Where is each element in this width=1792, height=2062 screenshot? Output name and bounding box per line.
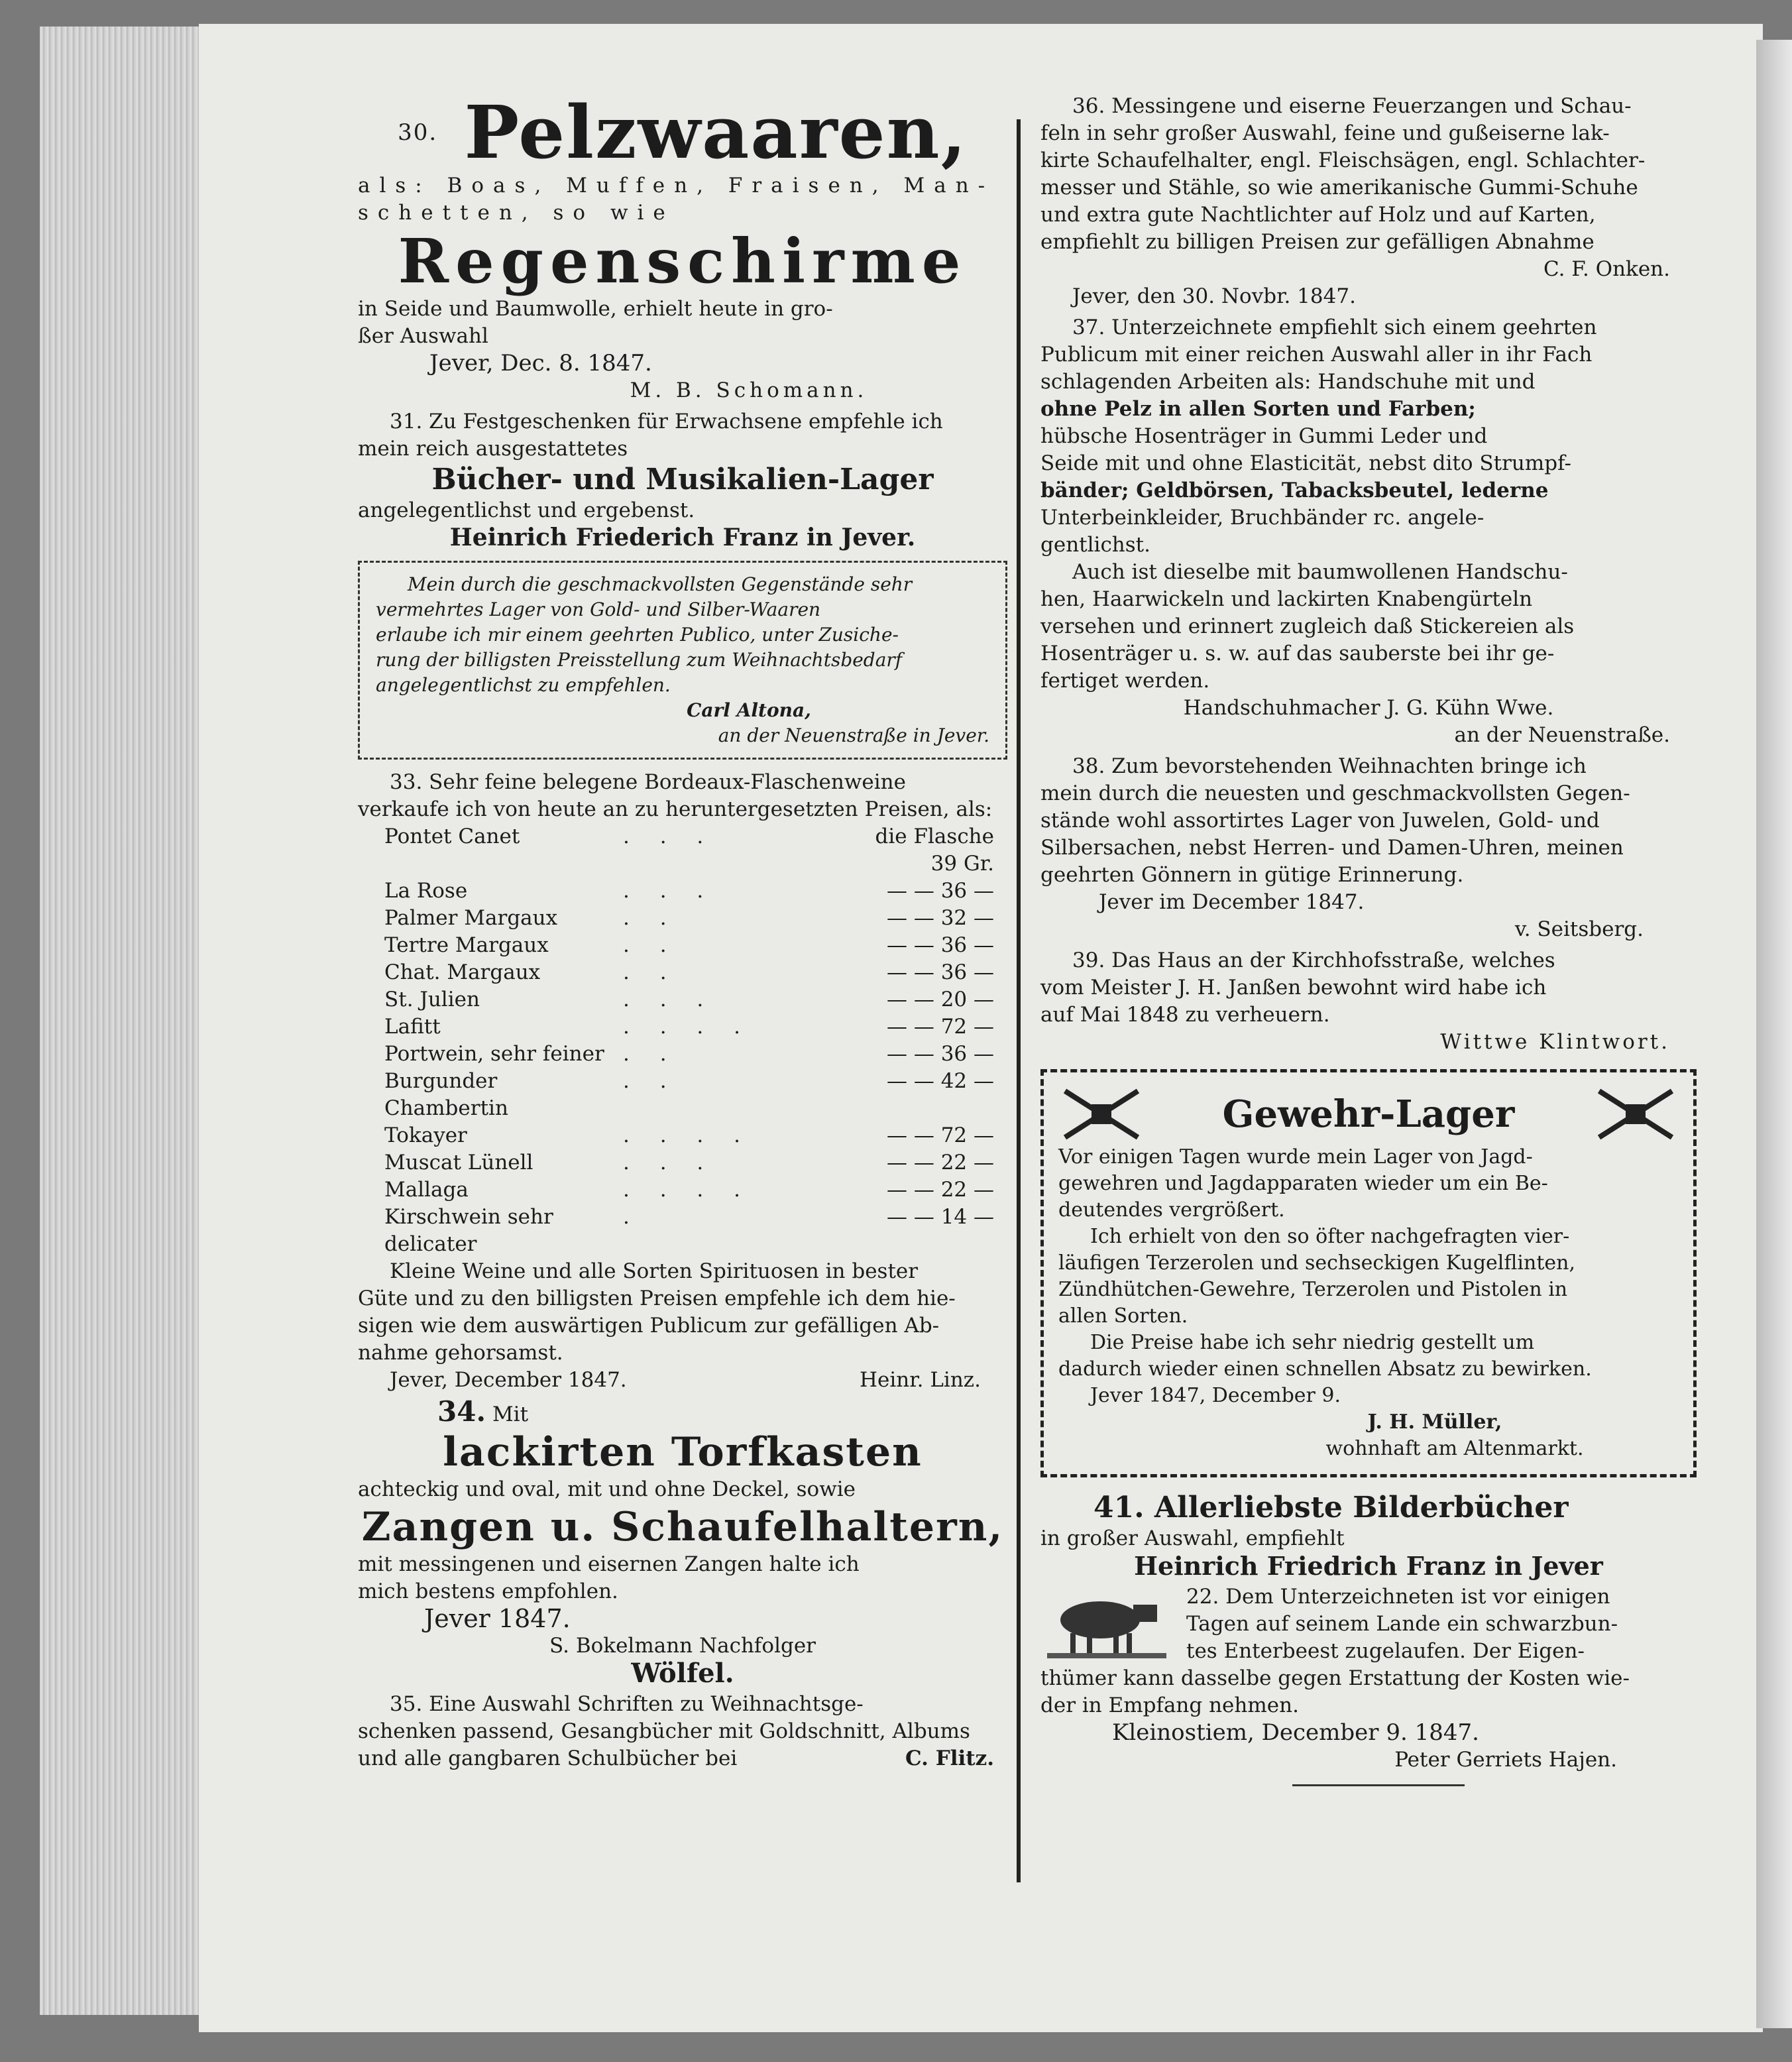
wine-price: — — 36 —: [886, 933, 994, 957]
ad-text: 35. Eine Auswahl Schriften zu Weihnachtsge-: [390, 1692, 864, 1716]
ad-text: gentlichst.: [1040, 533, 1150, 557]
ad-text: Hosenträger u. s. w. auf das sauberste bei ihr ge-: [1040, 642, 1555, 665]
wine-leader-dots: . . . .: [623, 1123, 752, 1147]
ad-text: angelegentlichst zu empfehlen.: [376, 674, 671, 696]
ad-text: Mit: [492, 1403, 529, 1426]
wine-name: Muscat Lünell: [384, 1151, 533, 1174]
ad-date: Jever, Dec. 8. 1847.: [429, 350, 652, 376]
ad-address: wohnhaft am Altenmarkt.: [1325, 1437, 1584, 1460]
ad-33: [358, 769, 1007, 1394]
ad-signature: Peter Gerriets Hajen.: [1394, 1748, 1617, 1772]
wine-leader-dots: . .: [623, 1042, 679, 1066]
ad-headline: Pelzwaaren,: [464, 89, 968, 175]
ad-text: gewehren und Jagdapparaten wieder um ein Be-: [1058, 1172, 1548, 1195]
ad-text: ohne Pelz in allen Sorten und Farben;: [1040, 397, 1476, 421]
ad-32-framed: [358, 561, 1007, 760]
ad-text: schlagenden Arbeiten als: Handschuhe mit und: [1040, 370, 1536, 394]
wine-row: [358, 1041, 1007, 1068]
wine-price: — — 22 —: [886, 1151, 994, 1174]
wine-price: — — 42 —: [886, 1069, 994, 1093]
wine-name: Pontet Canet: [384, 825, 520, 848]
ad-text: Silbersachen, nebst Herren- und Damen-Uhren, meinen: [1040, 836, 1624, 860]
ad-number: 41.: [1093, 1491, 1145, 1524]
ad-text: vermehrtes Lager von Gold- und Silber-Waaren: [376, 599, 821, 620]
ad-signature: Carl Altona,: [687, 699, 811, 721]
ad-signature: C. F. Onken.: [1543, 257, 1670, 281]
wine-price: — — 72 —: [886, 1015, 994, 1039]
ad-text: ßer Auswahl: [358, 324, 488, 348]
ad-31: [358, 408, 1007, 551]
wine-name: St. Julien: [384, 988, 480, 1011]
wine-row: [358, 905, 1007, 932]
wine-name: Portwein, sehr feiner: [384, 1042, 604, 1066]
wine-leader-dots: . .: [623, 1069, 679, 1093]
wine-price: — — 36 —: [886, 1042, 994, 1066]
ad-headline: Zangen u. Schaufelhaltern,: [361, 1504, 1004, 1550]
ad-text: 37. Unterzeichnete empfiehlt sich einem geehrten: [1072, 315, 1597, 339]
ad-text: empfiehlt zu billigen Preisen zur gefälligen Abnahme: [1040, 230, 1595, 254]
ad-text: kirte Schaufelhalter, engl. Fleischsägen, engl. Schlachter-: [1040, 148, 1646, 172]
left-column: [358, 89, 1007, 1776]
ad-number: 34.: [437, 1395, 486, 1428]
wine-price: — — 36 —: [886, 879, 994, 903]
ad-36: [1040, 93, 1697, 310]
ad-text: hen, Haarwickeln und lackirten Knabengürteln: [1040, 587, 1533, 611]
wine-price: — — 20 —: [886, 988, 994, 1011]
wine-name: Tokayer: [384, 1123, 467, 1147]
ad-text: tes Enterbeest zugelaufen. Der Eigen-: [1186, 1639, 1585, 1663]
wine-row: [358, 1176, 1007, 1204]
ad-text: Zündhütchen-Gewehre, Terzerolen und Pistolen in: [1058, 1278, 1568, 1301]
ad-date: Jever 1847.: [424, 1604, 571, 1633]
wine-leader-dots: . . . .: [623, 1015, 752, 1039]
ad-text: 39. Das Haus an der Kirchhofsstraße, welches: [1072, 948, 1555, 972]
ad-text: mich bestens empfohlen.: [358, 1579, 618, 1603]
ad-35: [358, 1691, 1007, 1772]
ad-text: angelegentlichst und ergebenst.: [358, 498, 695, 522]
wine-row: [358, 959, 1007, 986]
wine-name: Kirschwein sehr delicater: [384, 1205, 553, 1256]
wine-leader-dots: . .: [623, 933, 679, 957]
ad-address: an der Neuenstraße in Jever.: [718, 724, 989, 746]
ad-text: Vor einigen Tagen wurde mein Lager von Jagd-: [1058, 1145, 1533, 1169]
ad-text: verkaufe ich von heute an zu heruntergesetzten Preisen, als:: [358, 797, 993, 821]
page-fold: [1756, 40, 1792, 2028]
ad-signature: v. Seitsberg.: [1514, 917, 1644, 941]
wine-name: Chat. Margaux: [384, 960, 541, 984]
ad-text: läufigen Terzerolen und sechseckigen Kugelflinten,: [1058, 1251, 1575, 1275]
ad-text: sigen wie dem auswärtigen Publicum zur gefälligen Ab-: [358, 1314, 940, 1338]
ad-signature: J. H. Müller,: [1367, 1410, 1502, 1434]
ad-signature: Heinr. Linz.: [859, 1368, 981, 1392]
wine-row: [358, 878, 1007, 905]
ad-text: allen Sorten.: [1058, 1304, 1188, 1328]
wine-leader-dots: .: [623, 1205, 642, 1229]
ad-text: Seide mit und ohne Elasticität, nebst dito Strumpf-: [1040, 451, 1571, 475]
wine-name: La Rose: [384, 879, 468, 903]
ad-text: und alle gangbaren Schulbücher bei: [358, 1747, 738, 1770]
ad-text: nahme gehorsamst.: [358, 1341, 563, 1365]
ad-text: Mein durch die geschmackvollsten Gegenstände sehr: [408, 573, 913, 595]
ad-text: hübsche Hosenträger in Gummi Leder und: [1040, 424, 1488, 448]
ad-text: auf Mai 1848 zu verheuern.: [1040, 1003, 1330, 1027]
wine-row: [358, 986, 1007, 1013]
ad-text: bänder; Geldbörsen, Tabacksbeutel, lederne: [1040, 479, 1549, 502]
ad-37: [1040, 314, 1697, 749]
ad-text: stände wohl assortirtes Lager von Juwelen, Gold- und: [1040, 809, 1600, 832]
ad-text: vom Meister J. H. Janßen bewohnt wird habe ich: [1040, 976, 1547, 1000]
ad-signature: Heinrich Friedrich Franz in Jever: [1134, 1551, 1603, 1581]
ad-38: [1040, 753, 1697, 943]
ad-text: fertiget werden.: [1040, 669, 1210, 693]
ad-date: Kleinostiem, December 9. 1847.: [1112, 1719, 1479, 1746]
wine-price: — — 32 —: [886, 906, 994, 930]
wine-name: Lafitt: [384, 1015, 441, 1039]
ad-text: erlaube ich mir einem geehrten Publico, unter Zusiche-: [376, 624, 899, 646]
wine-price: — — 22 —: [886, 1178, 994, 1202]
ad-text: 33. Sehr feine belegene Bordeaux-Flaschenweine: [390, 770, 906, 794]
wine-price-list: [358, 823, 1007, 1258]
ad-text: in Seide und Baumwolle, erhielt heute in gro-: [358, 297, 833, 321]
ad-text: dadurch wieder einen schnellen Absatz zu bewirken.: [1058, 1357, 1592, 1381]
wine-leader-dots: . . .: [623, 1151, 716, 1174]
wine-row: [358, 1204, 1007, 1258]
wine-leader-dots: . . .: [623, 825, 716, 848]
right-column: [1040, 93, 1697, 1790]
ad-date: Jever im December 1847.: [1099, 890, 1365, 914]
ad-text: mein reich ausgestattetes: [358, 437, 628, 461]
ad-signature: C. Flitz.: [905, 1747, 994, 1770]
ad-text: mit messingenen und eisernen Zangen halte ich: [358, 1552, 860, 1576]
ad-text: als: Boas, Muffen, Fraisen, Man-: [358, 174, 995, 198]
ad-text: Tagen auf seinem Lande ein schwarzbun-: [1186, 1612, 1618, 1636]
wine-row: [358, 1068, 1007, 1122]
ad-text: schenken passend, Gesangbücher mit Goldschnitt, Albums: [358, 1719, 970, 1743]
ad-text: Publicum mit einer reichen Auswahl aller in ihr Fach: [1040, 343, 1593, 367]
ad-text: Auch ist dieselbe mit baumwollenen Handschu-: [1072, 560, 1568, 584]
wine-name: Palmer Margaux: [384, 906, 558, 930]
ad-text: versehen und erinnert zugleich daß Stickereien als: [1040, 614, 1575, 638]
ad-text: 36. Messingene und eiserne Feuerzangen und Schau-: [1072, 94, 1632, 118]
wine-row: [358, 1013, 1007, 1041]
wine-leader-dots: . . .: [623, 988, 716, 1011]
ad-text: messer und Stähle, so wie amerikanische Gummi-Schuhe: [1040, 176, 1638, 200]
wine-leader-dots: . . .: [623, 879, 716, 903]
ad-text: 31. Zu Festgeschenken für Erwachsene empfehle ich: [390, 410, 943, 433]
wine-name: Mallaga: [384, 1178, 469, 1202]
ad-text: geehrten Gönnern in gütige Erinnerung.: [1040, 863, 1464, 887]
ad-42: [1040, 1583, 1697, 1786]
ad-signature: Wölfel.: [631, 1658, 734, 1689]
ad-text: deutendes vergrößert.: [1058, 1198, 1285, 1222]
column-divider: [1017, 119, 1021, 1882]
ad-text: 22. Dem Unterzeichneten ist vor einigen: [1186, 1585, 1610, 1609]
wine-price: — — 36 —: [886, 960, 994, 984]
ad-signature: Wittwe Klintwort.: [1440, 1030, 1670, 1054]
cow-illustration-icon: [1040, 1583, 1173, 1663]
ad-text: und extra gute Nachtlichter auf Holz und auf Karten,: [1040, 203, 1596, 227]
ad-signature: Handschuhmacher J. G. Kühn Wwe.: [1183, 696, 1554, 720]
ad-text: Güte und zu den billigsten Preisen empfehle ich dem hie-: [358, 1287, 956, 1310]
ad-text: in großer Auswahl, empfiehlt: [1040, 1526, 1345, 1550]
ad-30: [358, 89, 1007, 404]
wine-name: Tertre Margaux: [384, 933, 549, 957]
crossed-rifles-icon: [1058, 1084, 1145, 1144]
ad-signature: Heinrich Friederich Franz in Jever.: [449, 524, 916, 551]
wine-price: — — 72 —: [886, 1123, 994, 1147]
ad-headline: Allerliebste Bilderbücher: [1154, 1491, 1569, 1524]
ad-text: 38. Zum bevorstehenden Weihnachten bringe ich: [1072, 754, 1587, 778]
ad-address: an der Neuenstraße.: [1454, 723, 1670, 747]
wine-row: [358, 1149, 1007, 1176]
ad-date: Jever 1847, December 9.: [1090, 1384, 1341, 1407]
ad-39: [1040, 947, 1697, 1056]
ad-signature: S. Bokelmann Nachfolger: [549, 1634, 816, 1658]
ad-text: achteckig und oval, mit und ohne Deckel, sowie: [358, 1477, 856, 1501]
ad-text: thümer kann dasselbe gegen Erstattung der Kosten wie-: [1040, 1666, 1630, 1690]
wine-price: — — 14 —: [886, 1205, 994, 1229]
ad-text: der in Empfang nehmen.: [1040, 1693, 1299, 1717]
wine-price: die Flasche 39 Gr.: [875, 825, 994, 876]
ad-headline: Gewehr-Lager: [1222, 1092, 1515, 1136]
ad-34: [358, 1395, 1007, 1689]
wine-leader-dots: . . . .: [623, 1178, 752, 1202]
ad-text: Kleine Weine und alle Sorten Spirituosen in bester: [390, 1259, 919, 1283]
ad-headline: Bücher- und Musikalien-Lager: [431, 463, 934, 496]
ad-text: Die Preise habe ich sehr niedrig gestellt um: [1090, 1331, 1535, 1354]
crossed-rifles-icon: [1593, 1084, 1679, 1144]
ad-text: mein durch die neuesten und geschmackvollsten Gegen-: [1040, 781, 1630, 805]
ad-date: Jever, den 30. Novbr. 1847.: [1072, 284, 1356, 308]
ad-40-gewehr-lager: [1040, 1069, 1697, 1477]
wine-name: Burgunder Chambertin: [384, 1069, 508, 1120]
ad-text: feln in sehr großer Auswahl, feine und gußeiserne lak-: [1040, 121, 1610, 145]
ad-text: rung der billigsten Preisstellung zum Weihnachtsbedarf: [376, 649, 903, 671]
ad-text: schetten, so wie: [358, 201, 675, 225]
wine-leader-dots: . .: [623, 906, 679, 930]
ad-headline: Regenschirme: [398, 225, 968, 297]
ad-text: Ich erhielt von den so öfter nachgefragten vier-: [1090, 1225, 1570, 1248]
wine-row: [358, 932, 1007, 959]
book-page-edges: [40, 27, 205, 2015]
ad-date: Jever, December 1847.: [390, 1368, 627, 1392]
wine-row: [358, 823, 1007, 878]
ad-41: [1040, 1491, 1697, 1579]
ad-text: Unterbeinkleider, Bruchbänder rc. angele-: [1040, 506, 1484, 530]
ad-headline: lackirten Torfkasten: [443, 1429, 923, 1475]
ad-number: 30.: [398, 119, 438, 146]
wine-leader-dots: . .: [623, 960, 679, 984]
ad-signature: M. B. Schomann.: [630, 378, 868, 402]
closing-rule: [1292, 1784, 1465, 1786]
wine-row: [358, 1122, 1007, 1149]
